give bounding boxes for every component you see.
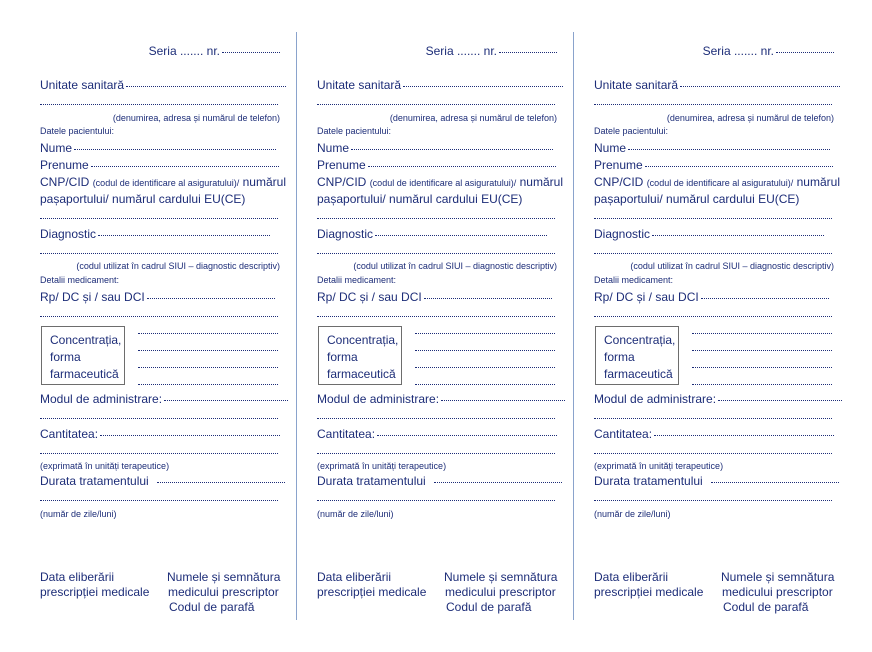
unitate-fill[interactable]	[680, 86, 840, 87]
modul-line	[317, 392, 565, 406]
rp-label: Rp/ DC și / sau DCI	[594, 290, 699, 304]
form-label: forma	[327, 350, 358, 364]
unitate-label: Unitate sanitară	[40, 78, 125, 92]
issue-date-label-2: prescripției medicale	[40, 585, 150, 599]
medication-details-heading: Detalii medicament:	[317, 275, 397, 285]
issue-date-label: Data eliberării	[594, 570, 669, 584]
cnp-numarul: numărul	[796, 175, 840, 189]
durata-fill[interactable]	[434, 482, 562, 483]
durata-fill[interactable]	[157, 482, 285, 483]
medication-details-heading: Detalii medicament:	[594, 275, 674, 285]
passport-card-label: pașaportului/ numărul cardului EU(CE)	[317, 192, 523, 206]
form-label: forma	[50, 350, 81, 364]
seria-number-line	[149, 44, 280, 58]
concentration-fill[interactable]	[415, 350, 555, 351]
durata-note: (număr de zile/luni)	[317, 509, 394, 519]
nume-line	[40, 141, 276, 155]
diagnostic-line	[594, 227, 824, 241]
medication-details-heading: Detalii medicament:	[40, 275, 120, 285]
durata-line	[594, 474, 839, 488]
concentration-fill[interactable]	[415, 367, 555, 368]
concentration-fill[interactable]	[138, 350, 278, 351]
prenume-line	[594, 158, 833, 172]
prenume-fill[interactable]	[368, 166, 556, 167]
cnp-fill[interactable]	[40, 218, 278, 219]
prenume-label: Prenume	[40, 158, 89, 172]
durata-note: (număr de zile/luni)	[40, 509, 117, 519]
unitate-note: (denumirea, adresa și numărul de telefon)	[112, 113, 280, 123]
diagnostic-note: (codul utilizat în cadrul SIUI – diagnostic descriptiv)	[630, 261, 834, 271]
cnp-label: CNP/CID	[317, 175, 367, 189]
patient-data-heading: Datele pacientului:	[317, 126, 392, 136]
cantitatea-line	[594, 427, 834, 441]
durata-label: Durata tratamentului	[317, 474, 426, 488]
cnp-fill[interactable]	[594, 218, 832, 219]
concentration-label: Concentrația,	[604, 333, 676, 347]
durata-extra-fill[interactable]	[317, 500, 555, 501]
seria-label: Seria ....... nr.	[425, 44, 497, 58]
stamp-code-label: Codul de parafă	[446, 600, 532, 614]
seria-fill[interactable]	[222, 52, 280, 53]
cantitatea-line	[40, 427, 280, 441]
prescription-form	[40, 0, 286, 652]
unitate-details-fill[interactable]	[40, 104, 278, 105]
cnp-line	[317, 175, 563, 189]
concentration-fill[interactable]	[692, 350, 832, 351]
modul-extra-fill[interactable]	[317, 418, 555, 419]
unitate-label: Unitate sanitară	[317, 78, 402, 92]
concentration-fill[interactable]	[692, 384, 832, 385]
cantitatea-fill[interactable]	[377, 435, 557, 436]
unitate-line	[594, 78, 840, 92]
diagnostic-extra-fill[interactable]	[40, 253, 278, 254]
issue-date-label-2: prescripției medicale	[594, 585, 704, 599]
modul-label: Modul de administrare:	[594, 392, 717, 406]
diagnostic-label: Diagnostic	[594, 227, 651, 241]
issue-date-label: Data eliberării	[40, 570, 115, 584]
modul-extra-fill[interactable]	[594, 418, 832, 419]
concentration-label: Concentrația,	[50, 333, 122, 347]
column-divider	[296, 32, 297, 620]
diagnostic-line	[40, 227, 270, 241]
cantitatea-label: Cantitatea:	[317, 427, 376, 441]
rp-fill[interactable]	[424, 298, 552, 299]
cnp-note: (codul de identificare al asiguratului)/	[92, 178, 240, 188]
durata-label: Durata tratamentului	[594, 474, 703, 488]
rp-extra-fill[interactable]	[317, 316, 555, 317]
cantitatea-note: (exprimată în unități terapeutice)	[40, 461, 170, 471]
unitate-details-fill[interactable]	[594, 104, 832, 105]
nume-fill[interactable]	[351, 149, 553, 150]
cnp-note: (codul de identificare al asiguratului)/	[369, 178, 517, 188]
pharmaceutical-label: farmaceutică	[327, 367, 396, 381]
nume-line	[317, 141, 553, 155]
unitate-line	[40, 78, 286, 92]
cantitatea-fill[interactable]	[100, 435, 280, 436]
modul-fill[interactable]	[718, 400, 842, 401]
rp-fill[interactable]	[147, 298, 275, 299]
concentration-box	[41, 326, 125, 385]
stamp-code-label: Codul de parafă	[723, 600, 809, 614]
cantitatea-extra-fill[interactable]	[40, 453, 278, 454]
prenume-line	[40, 158, 279, 172]
diagnostic-fill[interactable]	[375, 235, 547, 236]
diagnostic-label: Diagnostic	[317, 227, 374, 241]
diagnostic-line	[317, 227, 547, 241]
unitate-fill[interactable]	[403, 86, 563, 87]
seria-label: Seria ....... nr.	[148, 44, 220, 58]
prescription-form	[594, 0, 840, 652]
modul-fill[interactable]	[164, 400, 288, 401]
diagnostic-note: (codul utilizat în cadrul SIUI – diagnostic descriptiv)	[353, 261, 557, 271]
seria-label: Seria ....... nr.	[702, 44, 774, 58]
form-label: forma	[604, 350, 635, 364]
issue-date-label: Data eliberării	[317, 570, 392, 584]
cantitatea-extra-fill[interactable]	[594, 453, 832, 454]
rp-extra-fill[interactable]	[40, 316, 278, 317]
prescription-form	[317, 0, 563, 652]
patient-data-heading: Datele pacientului:	[594, 126, 669, 136]
diagnostic-label: Diagnostic	[40, 227, 97, 241]
seria-number-line	[426, 44, 557, 58]
modul-label: Modul de administrare:	[40, 392, 163, 406]
cnp-numarul: numărul	[519, 175, 563, 189]
nume-fill[interactable]	[74, 149, 276, 150]
doctor-signature-label: Numele și semnătura	[721, 570, 835, 584]
concentration-fill[interactable]	[692, 367, 832, 368]
cantitatea-line	[317, 427, 557, 441]
prenume-label: Prenume	[594, 158, 643, 172]
cantitatea-fill[interactable]	[654, 435, 834, 436]
concentration-box	[595, 326, 679, 385]
modul-line	[40, 392, 288, 406]
doctor-prescriber-label: medicului prescriptor	[722, 585, 833, 599]
seria-fill[interactable]	[499, 52, 557, 53]
patient-data-heading: Datele pacientului:	[40, 126, 115, 136]
modul-fill[interactable]	[441, 400, 565, 401]
prenume-fill[interactable]	[91, 166, 279, 167]
unitate-line	[317, 78, 563, 92]
stamp-code-label: Codul de parafă	[169, 600, 255, 614]
passport-card-label: pașaportului/ numărul cardului EU(CE)	[40, 192, 246, 206]
pharmaceutical-label: farmaceutică	[604, 367, 673, 381]
modul-line	[594, 392, 842, 406]
concentration-label: Concentrația,	[327, 333, 399, 347]
modul-label: Modul de administrare:	[317, 392, 440, 406]
durata-line	[40, 474, 285, 488]
durata-extra-fill[interactable]	[594, 500, 832, 501]
rp-line	[40, 290, 275, 304]
cnp-numarul: numărul	[242, 175, 286, 189]
concentration-box	[318, 326, 402, 385]
diagnostic-note: (codul utilizat în cadrul SIUI – diagnostic descriptiv)	[76, 261, 280, 271]
cantitatea-note: (exprimată în unități terapeutice)	[594, 461, 724, 471]
prenume-line	[317, 158, 556, 172]
pharmaceutical-label: farmaceutică	[50, 367, 119, 381]
concentration-fill[interactable]	[138, 367, 278, 368]
unitate-fill[interactable]	[126, 86, 286, 87]
cnp-line	[40, 175, 286, 189]
unitate-label: Unitate sanitară	[594, 78, 679, 92]
concentration-fill[interactable]	[138, 333, 278, 334]
issue-date-label-2: prescripției medicale	[317, 585, 427, 599]
cantitatea-note: (exprimată în unități terapeutice)	[317, 461, 447, 471]
unitate-note: (denumirea, adresa și numărul de telefon)	[666, 113, 834, 123]
rp-fill[interactable]	[701, 298, 829, 299]
cnp-label: CNP/CID	[594, 175, 644, 189]
doctor-prescriber-label: medicului prescriptor	[168, 585, 279, 599]
diagnostic-fill[interactable]	[98, 235, 270, 236]
durata-fill[interactable]	[711, 482, 839, 483]
column-divider	[573, 32, 574, 620]
prenume-label: Prenume	[317, 158, 366, 172]
cnp-label: CNP/CID	[40, 175, 90, 189]
durata-line	[317, 474, 562, 488]
rp-line	[594, 290, 829, 304]
durata-label: Durata tratamentului	[40, 474, 149, 488]
cnp-line	[594, 175, 840, 189]
modul-extra-fill[interactable]	[40, 418, 278, 419]
rp-label: Rp/ DC și / sau DCI	[40, 290, 145, 304]
unitate-details-fill[interactable]	[317, 104, 555, 105]
concentration-fill[interactable]	[415, 333, 555, 334]
durata-extra-fill[interactable]	[40, 500, 278, 501]
diagnostic-fill[interactable]	[652, 235, 824, 236]
diagnostic-extra-fill[interactable]	[594, 253, 832, 254]
nume-line	[594, 141, 830, 155]
cantitatea-label: Cantitatea:	[40, 427, 99, 441]
rp-extra-fill[interactable]	[594, 316, 832, 317]
passport-card-label: pașaportului/ numărul cardului EU(CE)	[594, 192, 800, 206]
seria-fill[interactable]	[776, 52, 834, 53]
nume-label: Nume	[317, 141, 350, 155]
concentration-fill[interactable]	[138, 384, 278, 385]
nume-fill[interactable]	[628, 149, 830, 150]
cnp-fill[interactable]	[317, 218, 555, 219]
doctor-prescriber-label: medicului prescriptor	[445, 585, 556, 599]
nume-label: Nume	[40, 141, 73, 155]
rp-label: Rp/ DC și / sau DCI	[317, 290, 422, 304]
diagnostic-extra-fill[interactable]	[317, 253, 555, 254]
seria-number-line	[703, 44, 834, 58]
doctor-signature-label: Numele și semnătura	[167, 570, 281, 584]
durata-note: (număr de zile/luni)	[594, 509, 671, 519]
concentration-fill[interactable]	[692, 333, 832, 334]
cantitatea-label: Cantitatea:	[594, 427, 653, 441]
doctor-signature-label: Numele și semnătura	[444, 570, 558, 584]
prenume-fill[interactable]	[645, 166, 833, 167]
nume-label: Nume	[594, 141, 627, 155]
cnp-note: (codul de identificare al asiguratului)/	[646, 178, 794, 188]
unitate-note: (denumirea, adresa și numărul de telefon)	[389, 113, 557, 123]
rp-line	[317, 290, 552, 304]
cantitatea-extra-fill[interactable]	[317, 453, 555, 454]
concentration-fill[interactable]	[415, 384, 555, 385]
